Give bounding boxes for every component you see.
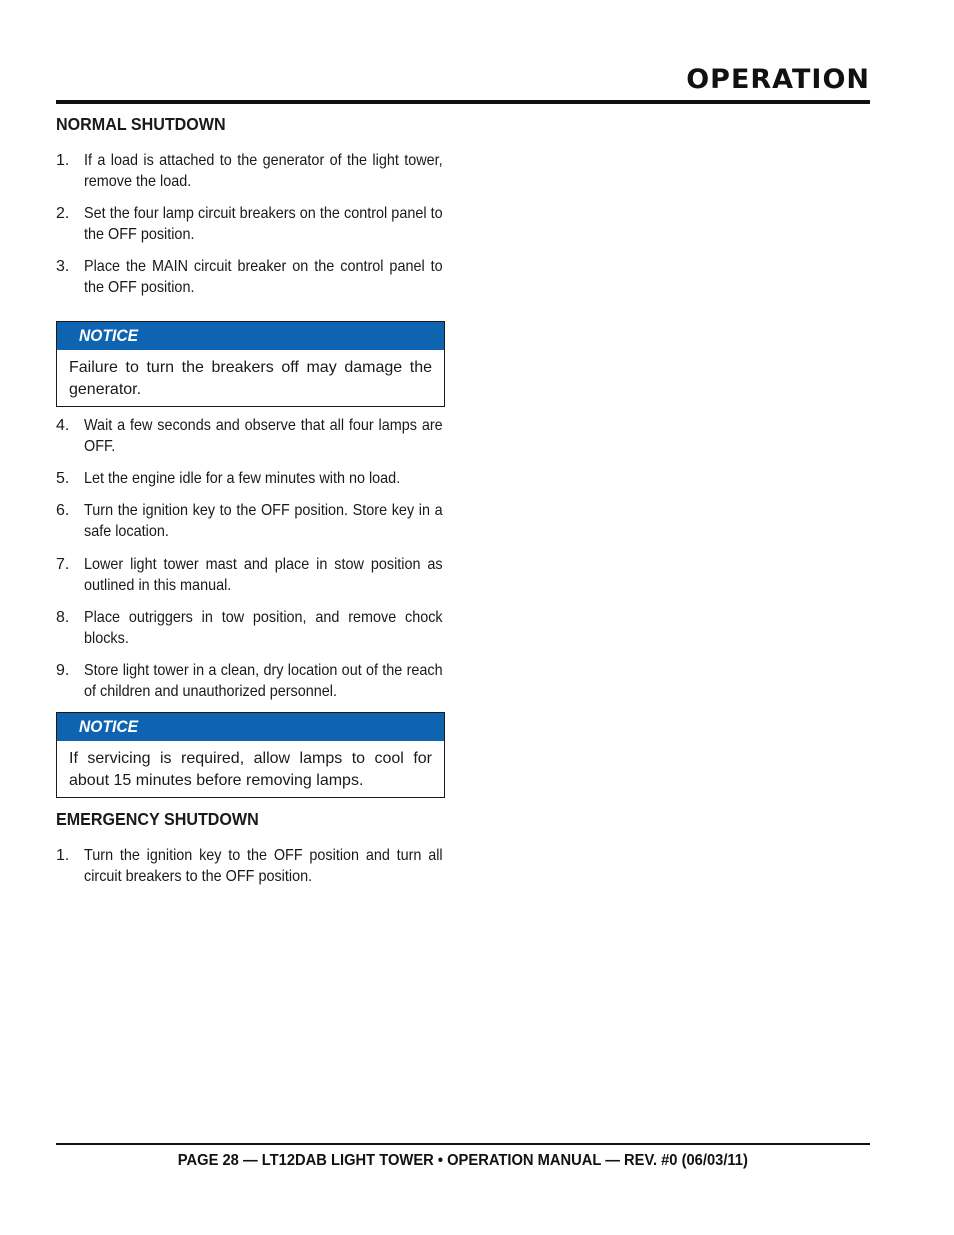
list-item [56,660,443,702]
step-text: If a load is attached to the generator of the light tower, remove the load. [84,152,443,190]
step-number: 1. [56,847,70,864]
list-item [56,415,443,457]
notice-body [57,350,444,407]
normal-steps-a [56,150,443,298]
step-number: 8. [56,609,70,626]
step-number: 4. [56,417,70,434]
step-number: 5. [56,470,70,487]
step-text: Turn the ignition key to the OFF position and turn all circuit breakers to the OFF position. [84,847,443,885]
step-text: Let the engine idle for a few minutes with no load. [84,470,401,487]
notice-header [57,322,444,350]
list-item [56,607,443,649]
emergency-shutdown-heading: EMERGENCY SHUTDOWN [56,809,259,829]
step-number: 2. [56,205,70,222]
list-item [56,845,443,887]
step-number: 9. [56,662,70,679]
step-number: 1. [56,152,70,169]
notice-text: If servicing is required, allow lamps to cool for about 15 minutes before removing lamps. [69,750,432,789]
step-text: Place outriggers in tow position, and remove chock blocks. [84,609,443,647]
normal-steps-b [56,415,443,702]
list-item [56,150,443,192]
step-number: 7. [56,556,70,573]
list-item [56,203,443,245]
list-item [56,554,443,596]
step-text: Turn the ignition key to the OFF position. Store key in a safe location. [84,502,443,540]
step-number: 3. [56,258,70,275]
step-text: Place the MAIN circuit breaker on the control panel to the OFF position. [84,258,443,296]
list-item [56,256,443,298]
normal-shutdown-heading: NORMAL SHUTDOWN [56,114,226,134]
notice-header [57,713,444,741]
step-text: Store light tower in a clean, dry location out of the reach of children and unauthorized personnel. [84,662,443,700]
notice-box [56,712,445,798]
footer-text: PAGE 28 — LT12DAB LIGHT TOWER • OPERATION MANUAL — REV. #0 (06/03/11) [177,1152,749,1169]
page-title: OPERATION [686,64,870,95]
title-rule [56,100,870,104]
step-number: 6. [56,502,70,519]
list-item [56,500,443,542]
normal-shutdown-section [56,114,443,135]
step-text: Lower light tower mast and place in stow position as outlined in this manual. [84,556,443,594]
notice-label: NOTICE [79,326,139,345]
step-text: Wait a few seconds and observe that all four lamps are OFF. [84,417,443,455]
notice-box [56,321,445,407]
notice-text: Failure to turn the breakers off may damage the generator. [69,359,432,398]
footer-rule [56,1143,870,1145]
emergency-shutdown-section [56,809,443,830]
emergency-steps [56,845,443,887]
page-footer [0,1152,926,1170]
notice-label: NOTICE [79,717,139,736]
list-item [56,468,443,489]
step-text: Set the four lamp circuit breakers on the control panel to the OFF position. [84,205,443,243]
notice-body [57,741,444,798]
